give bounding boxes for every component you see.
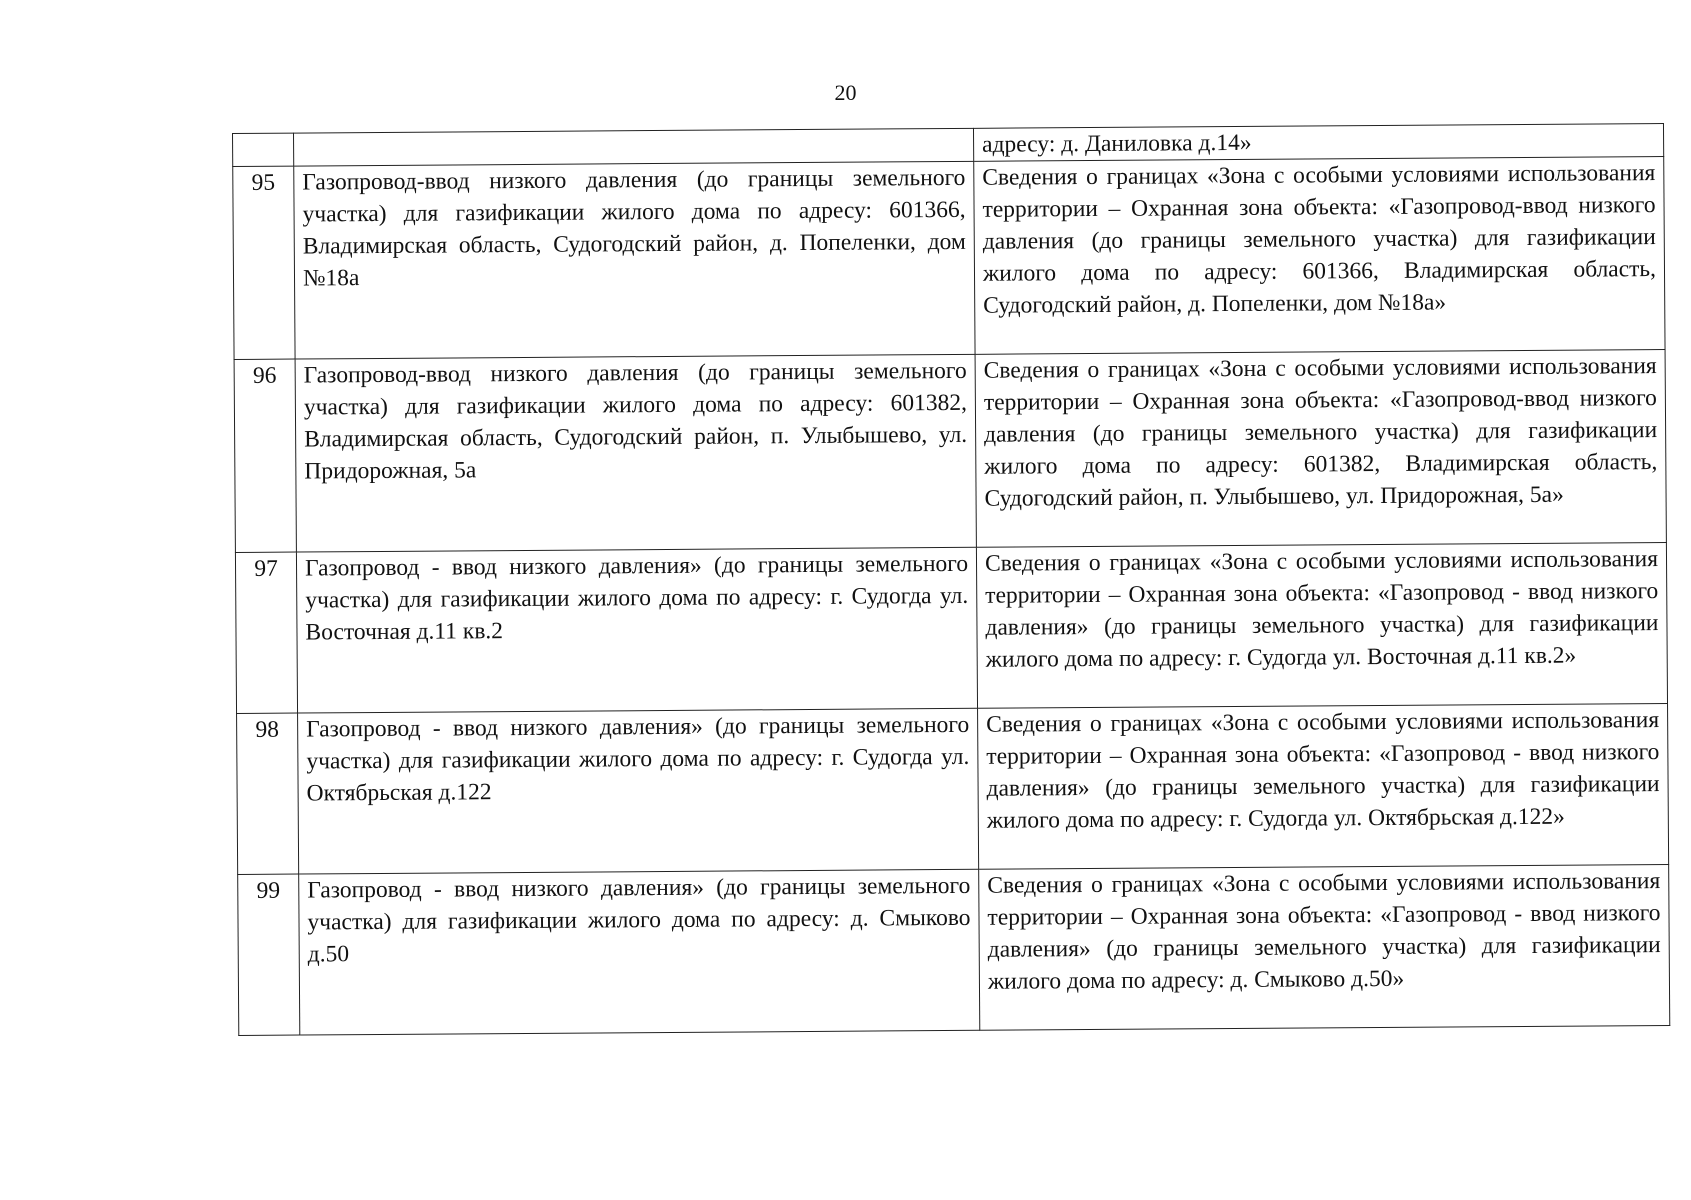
object-name-cell: Газопровод-ввод низкого давления (до границы земельного участка) для газификации жилого дома по адресу: 601382, Владимирская область, Судогодский район, п. Улыбышево, ул. Придорожная, 5а (295, 354, 976, 552)
row-number: 98 (237, 713, 299, 874)
object-name-cell: Газопровод - ввод низкого давления» (до границы земельного участка) для газификации жилого дома по адресу: г. Судогда ул. Октябрьская д.122 (298, 708, 979, 874)
zones-table (232, 123, 1670, 1036)
zone-info-cell: Сведения о границах «Зона с особыми условиями использования территории – Охранная зона объекта: «Газопровод - ввод низкого давления» (до границы земельного участка) для газификации жилого дома по адресу: д. Смыково д.50» (979, 864, 1670, 1030)
page-number: 20 (834, 80, 857, 105)
object-name-cell: Газопровод - ввод низкого давления» (до границы земельного участка) для газификации жилого дома по адресу: г. Судогда ул. Восточная д.11 кв.2 (296, 547, 977, 713)
row-number: 95 (233, 166, 295, 359)
object-name-cell: Газопровод-ввод низкого давления (до границы земельного участка) для газификации жилого дома по адресу: 601366, Владимирская область, Судогодский район, д. Попеленки, дом №18а (294, 161, 975, 359)
table-row (237, 703, 1669, 874)
row-number: 99 (238, 874, 300, 1035)
row-number: 97 (235, 552, 297, 713)
table-row (235, 542, 1667, 713)
table-row (234, 350, 1666, 553)
zone-info-cell: Сведения о границах «Зона с особыми условиями использования территории – Охранная зона объекта: «Газопровод - ввод низкого давления» (до границы земельного участка) для газификации жилого дома по адресу: г. Судогда ул. Октябрьская д.122» (978, 703, 1669, 869)
object-name-cell (294, 128, 974, 166)
zone-info-cell: адресу: д. Даниловка д.14» (973, 124, 1663, 162)
zone-info-cell: Сведения о границах «Зона с особыми условиями использования территории – Охранная зона объекта: «Газопровод-ввод низкого давления (до границы земельного участка) для газификации жилого дома по адресу: 601382, Владимирская область, Судогодский район, п. Улыбышево, ул. Придорожная, 5а» (975, 350, 1666, 548)
row-number: 96 (234, 359, 296, 552)
zone-info-cell: Сведения о границах «Зона с особыми условиями использования территории – Охранная зона объекта: «Газопровод - ввод низкого давления» (до границы земельного участка) для газификации жилого дома по адресу: г. Судогда ул. Восточная д.11 кв.2» (976, 542, 1667, 708)
table-row (233, 157, 1665, 360)
object-name-cell: Газопровод - ввод низкого давления» (до границы земельного участка) для газификации жилого дома по адресу: д. Смыково д.50 (299, 869, 980, 1035)
row-number (233, 133, 294, 166)
table-row (238, 864, 1670, 1035)
zone-info-cell: Сведения о границах «Зона с особыми условиями использования территории – Охранная зона объекта: «Газопровод-ввод низкого давления (до границы земельного участка) для газификации жилого дома по адресу: 601366, Владимирская область, Судогодский район, д. Попеленки, дом №18а» (974, 157, 1665, 355)
